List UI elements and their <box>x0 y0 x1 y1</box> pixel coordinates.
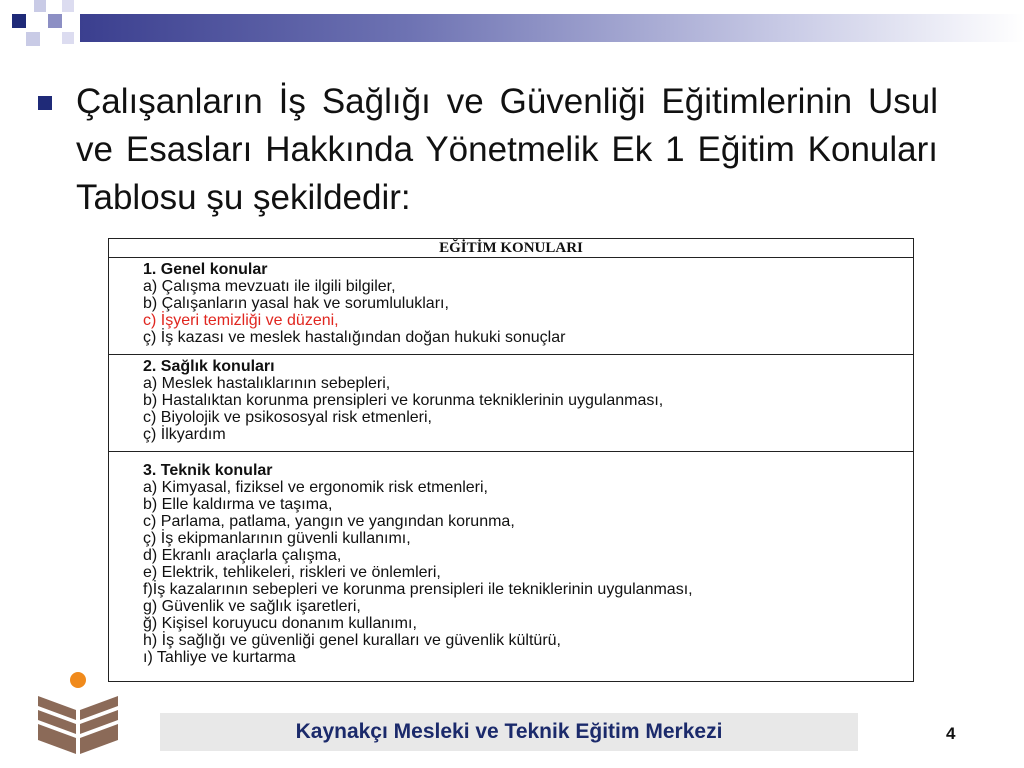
list-item: b) Elle kaldırma ve taşıma, <box>143 496 333 513</box>
intro-paragraph: Çalışanların İş Sağlığı ve Güvenliği Eğitimlerinin Usul ve Esasları Hakkında Yönetmelik Ek 1 Eğitim Konuları Tablosu şu şekildedir: <box>76 82 938 217</box>
topics-table <box>108 238 914 682</box>
list-item: a) Meslek hastalıklarının sebepleri, <box>143 375 391 392</box>
list-item: f)İş kazalarının sebepleri ve korunma prensipleri ile tekniklerinin uygulanması, <box>143 581 693 598</box>
section-title: 1. Genel konular <box>143 261 268 278</box>
book-logo-icon <box>30 670 126 756</box>
logo-orange-circle <box>70 672 86 688</box>
list-item: ı) Tahliye ve kurtarma <box>143 649 296 666</box>
table-section-health <box>109 355 913 452</box>
header-gradient-bar <box>80 14 1024 42</box>
section-title: 3. Teknik konular <box>143 462 273 479</box>
table-section-general <box>109 258 913 355</box>
section-title: 2. Sağlık konuları <box>143 358 275 375</box>
list-item: b) Çalışanların yasal hak ve sorumlulukları, <box>143 295 449 312</box>
list-item: g) Güvenlik ve sağlık işaretleri, <box>143 598 361 615</box>
deco-square <box>62 0 74 12</box>
list-item: b) Hastalıktan korunma prensipleri ve korunma tekniklerinin uygulanması, <box>143 392 664 409</box>
list-item: ç) İş ekipmanlarının güvenli kullanımı, <box>143 530 411 547</box>
list-item: c) Parlama, patlama, yangın ve yangından korunma, <box>143 513 515 530</box>
list-item: c) Biyolojik ve psikososyal risk etmenleri, <box>143 409 432 426</box>
list-item: ğ) Kişisel koruyucu donanım kullanımı, <box>143 615 417 632</box>
list-item: h) İş sağlığı ve güvenliği genel kuralları ve güvenlik kültürü, <box>143 632 561 649</box>
list-item: ç) İlkyardım <box>143 426 226 443</box>
table-section-technical <box>109 452 913 666</box>
list-item-highlighted: c) İşyeri temizliği ve düzeni, <box>143 312 339 329</box>
deco-square <box>34 0 46 12</box>
list-item: e) Elektrik, tehlikeleri, riskleri ve önlemleri, <box>143 564 441 581</box>
institution-name: Kaynakçı Mesleki ve Teknik Eğitim Merkezi <box>295 720 723 743</box>
deco-square <box>62 32 74 44</box>
list-item: a) Çalışma mevzuatı ile ilgili bilgiler, <box>143 278 396 295</box>
list-item: ç) İş kazası ve meslek hastalığından doğan hukuki sonuçlar <box>143 329 566 346</box>
page-number: 4 <box>946 724 956 743</box>
deco-square <box>12 14 26 28</box>
table-title: EĞİTİM KONULARI <box>109 239 913 258</box>
bullet-square-icon <box>38 96 52 110</box>
list-item: a) Kimyasal, fiziksel ve ergonomik risk etmenleri, <box>143 479 488 496</box>
list-item: d) Ekranlı araçlarla çalışma, <box>143 547 342 564</box>
deco-square <box>26 32 40 46</box>
deco-square <box>48 14 62 28</box>
